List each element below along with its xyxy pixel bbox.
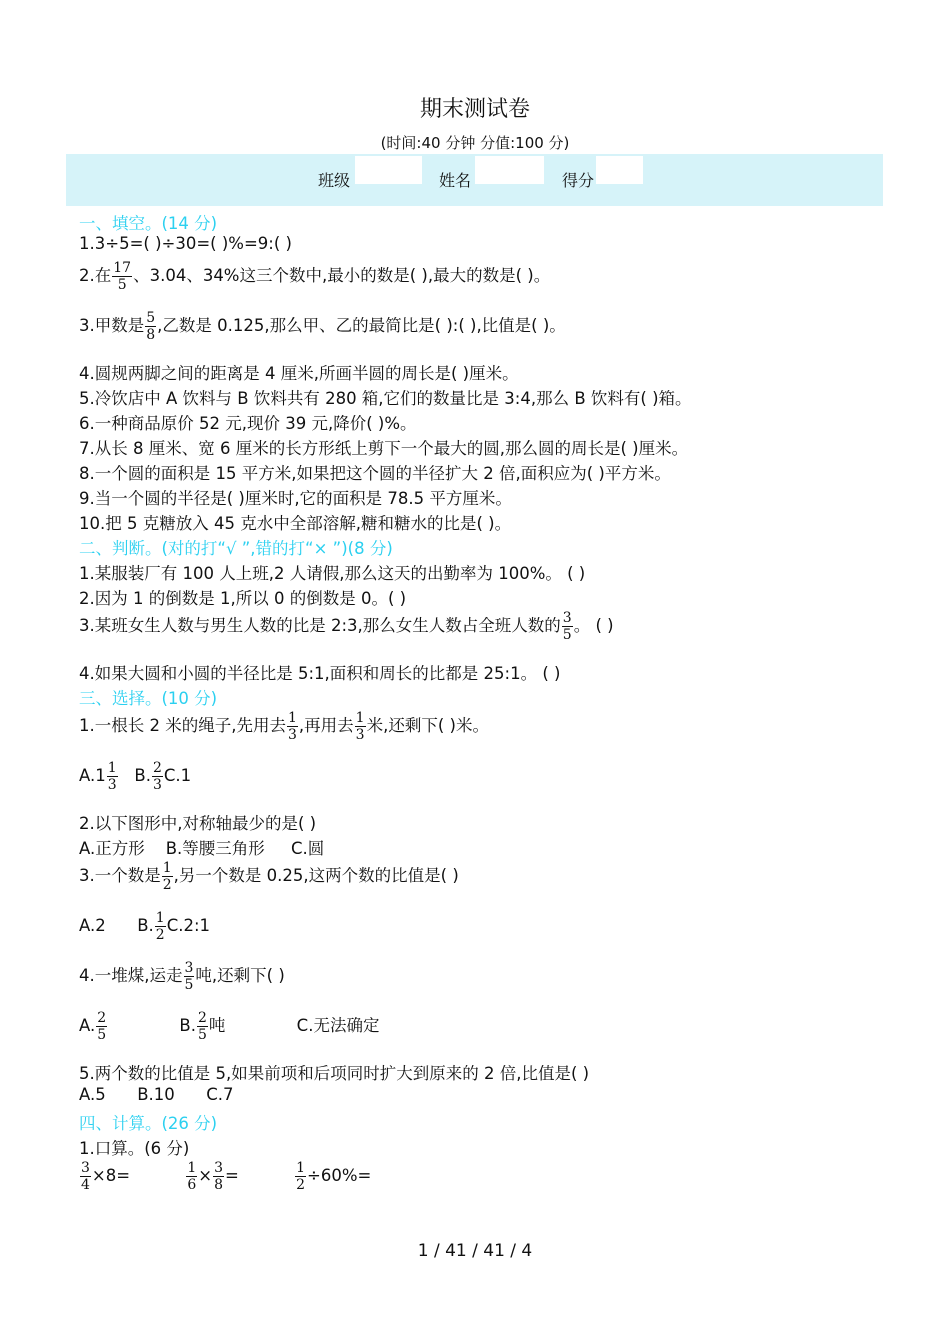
answer-options: A.2 B. $\frac{1}{2}$ C.2:1 [79,910,211,943]
question: 1.口算。(6 分) [79,1139,190,1158]
fraction: $\frac{3}{5}$ [562,610,572,643]
fraction: $\frac{3}{5}$ [184,960,194,993]
fraction: $\frac{1}{3}$ [287,710,297,743]
mental-math-row [79,1160,371,1193]
score-field[interactable] [596,156,643,184]
question: 1.一根长 2 米的绳子,先用去 $\frac{1}{3}$ ,再用去 $\frac{1}{3}$ 米,还剩下( )米。 [79,710,489,743]
exam-duration-score: (时间:40 分钟 分值:100 分) [380,134,570,152]
expression: $\frac{1}{6}$ × $\frac{3}{8}$ = [187,1160,239,1193]
class-label: 班级 [318,171,351,190]
fraction: $\frac{3}{4}$ [81,1160,90,1193]
student-info-bar [66,154,883,206]
question: 2.在 $\frac{17}{5}$ 、3.04、34%这三个数中,最小的数是( ),最大的数是( )。 [79,260,551,293]
question: 8.一个圆的面积是 15 平方米,如果把这个圆的半径扩大 2 倍,面积应为( )平方米。 [79,464,671,483]
class-field[interactable] [355,156,422,184]
answer-options: A.正方形 B.等腰三角形 C.圆 [79,839,325,858]
answer-options: A. $\frac{2}{5}$ B. $\frac{2}{5}$ 吨 C.无法确定 [79,1010,380,1043]
question: 5.两个数的比值是 5,如果前项和后项同时扩大到原来的 2 倍,比值是( ) [79,1064,590,1083]
question: 4.一堆煤,运走 $\frac{3}{5}$ 吨,还剩下( ) [79,960,285,993]
fraction: $\frac{1}{2}$ [296,1160,305,1193]
question: 1.某服装厂有 100 人上班,2 人请假,那么这天的出勤率为 100%。 ( ) [79,564,586,583]
section-true-false-title: 二、判断。(对的打“√ ”,错的打“× ”)(8 分) [79,539,393,558]
fraction: $\frac{17}{5}$ [113,260,132,293]
question: 3.一个数是 $\frac{1}{2}$ ,另一个数是 0.25,这两个数的比值是( ) [79,860,459,893]
fraction: $\frac{2}{5}$ [198,1010,207,1043]
fraction: $\frac{1}{3}$ [107,760,117,793]
section-choice-title: 三、选择。(10 分) [79,689,218,708]
question: 2.因为 1 的倒数是 1,所以 0 的倒数是 0。( ) [79,589,407,608]
section-fill-blank-title: 一、填空。(14 分) [79,214,218,233]
fraction: $\frac{2}{5}$ [97,1010,107,1043]
question: 3.某班女生人数与男生人数的比是 2:3,那么女生人数占全班人数的 $\frac{3}{5}$ 。 ( ) [79,610,614,643]
name-field[interactable] [475,156,544,184]
expression: $\frac{1}{2}$ ÷60%= [296,1160,372,1193]
question: 4.如果大圆和小圆的半径比是 5:1,面积和周长的比都是 25:1。 ( ) [79,664,561,683]
section-calculation-title: 四、计算。(26 分) [79,1114,218,1133]
fraction: $\frac{5}{8}$ [146,310,156,343]
fraction: $\frac{3}{8}$ [214,1160,223,1193]
question: 5.冷饮店中 A 饮料与 B 饮料共有 280 箱,它们的数量比是 3:4,那么 B 饮料有( )箱。 [79,389,692,408]
answer-options: A.5 B.10 C.7 [79,1085,234,1104]
page-number: 1 / 41 / 41 / 4 [417,1241,533,1261]
question: 10.把 5 克糖放入 45 克水中全部溶解,糖和糖水的比是( )。 [79,514,512,533]
question: 2.以下图形中,对称轴最少的是( ) [79,814,317,833]
question: 7.从长 8 厘米、宽 6 厘米的长方形纸上剪下一个最大的圆,那么圆的周长是( )厘米。 [79,439,689,458]
page-title: 期末测试卷 [419,97,530,122]
fraction: $\frac{2}{3}$ [152,760,162,793]
question: 3.甲数是 $\frac{5}{8}$ ,乙数是 0.125,那么甲、乙的最简比是( ):( ),比值是( )。 [79,310,566,343]
score-label: 得分 [562,171,595,190]
fraction: $\frac{1}{2}$ [155,910,165,943]
fraction: $\frac{1}{3}$ [355,710,365,743]
fraction: $\frac{1}{2}$ [162,860,172,893]
fraction: $\frac{1}{6}$ [187,1160,197,1193]
answer-options: A.1 $\frac{1}{3}$ B. $\frac{2}{3}$ C.1 [79,760,192,793]
question: 6.一种商品原价 52 元,现价 39 元,降价( )%。 [79,414,417,433]
question: 9.当一个圆的半径是( )厘米时,它的面积是 78.5 平方厘米。 [79,489,512,508]
expression: $\frac{3}{4}$ ×8= [81,1160,131,1193]
name-label: 姓名 [439,171,472,190]
question: 1.3÷5=( )÷30=( )%=9:( ) [79,234,292,253]
question: 4.圆规两脚之间的距离是 4 厘米,所画半圆的周长是( )厘米。 [79,364,519,383]
